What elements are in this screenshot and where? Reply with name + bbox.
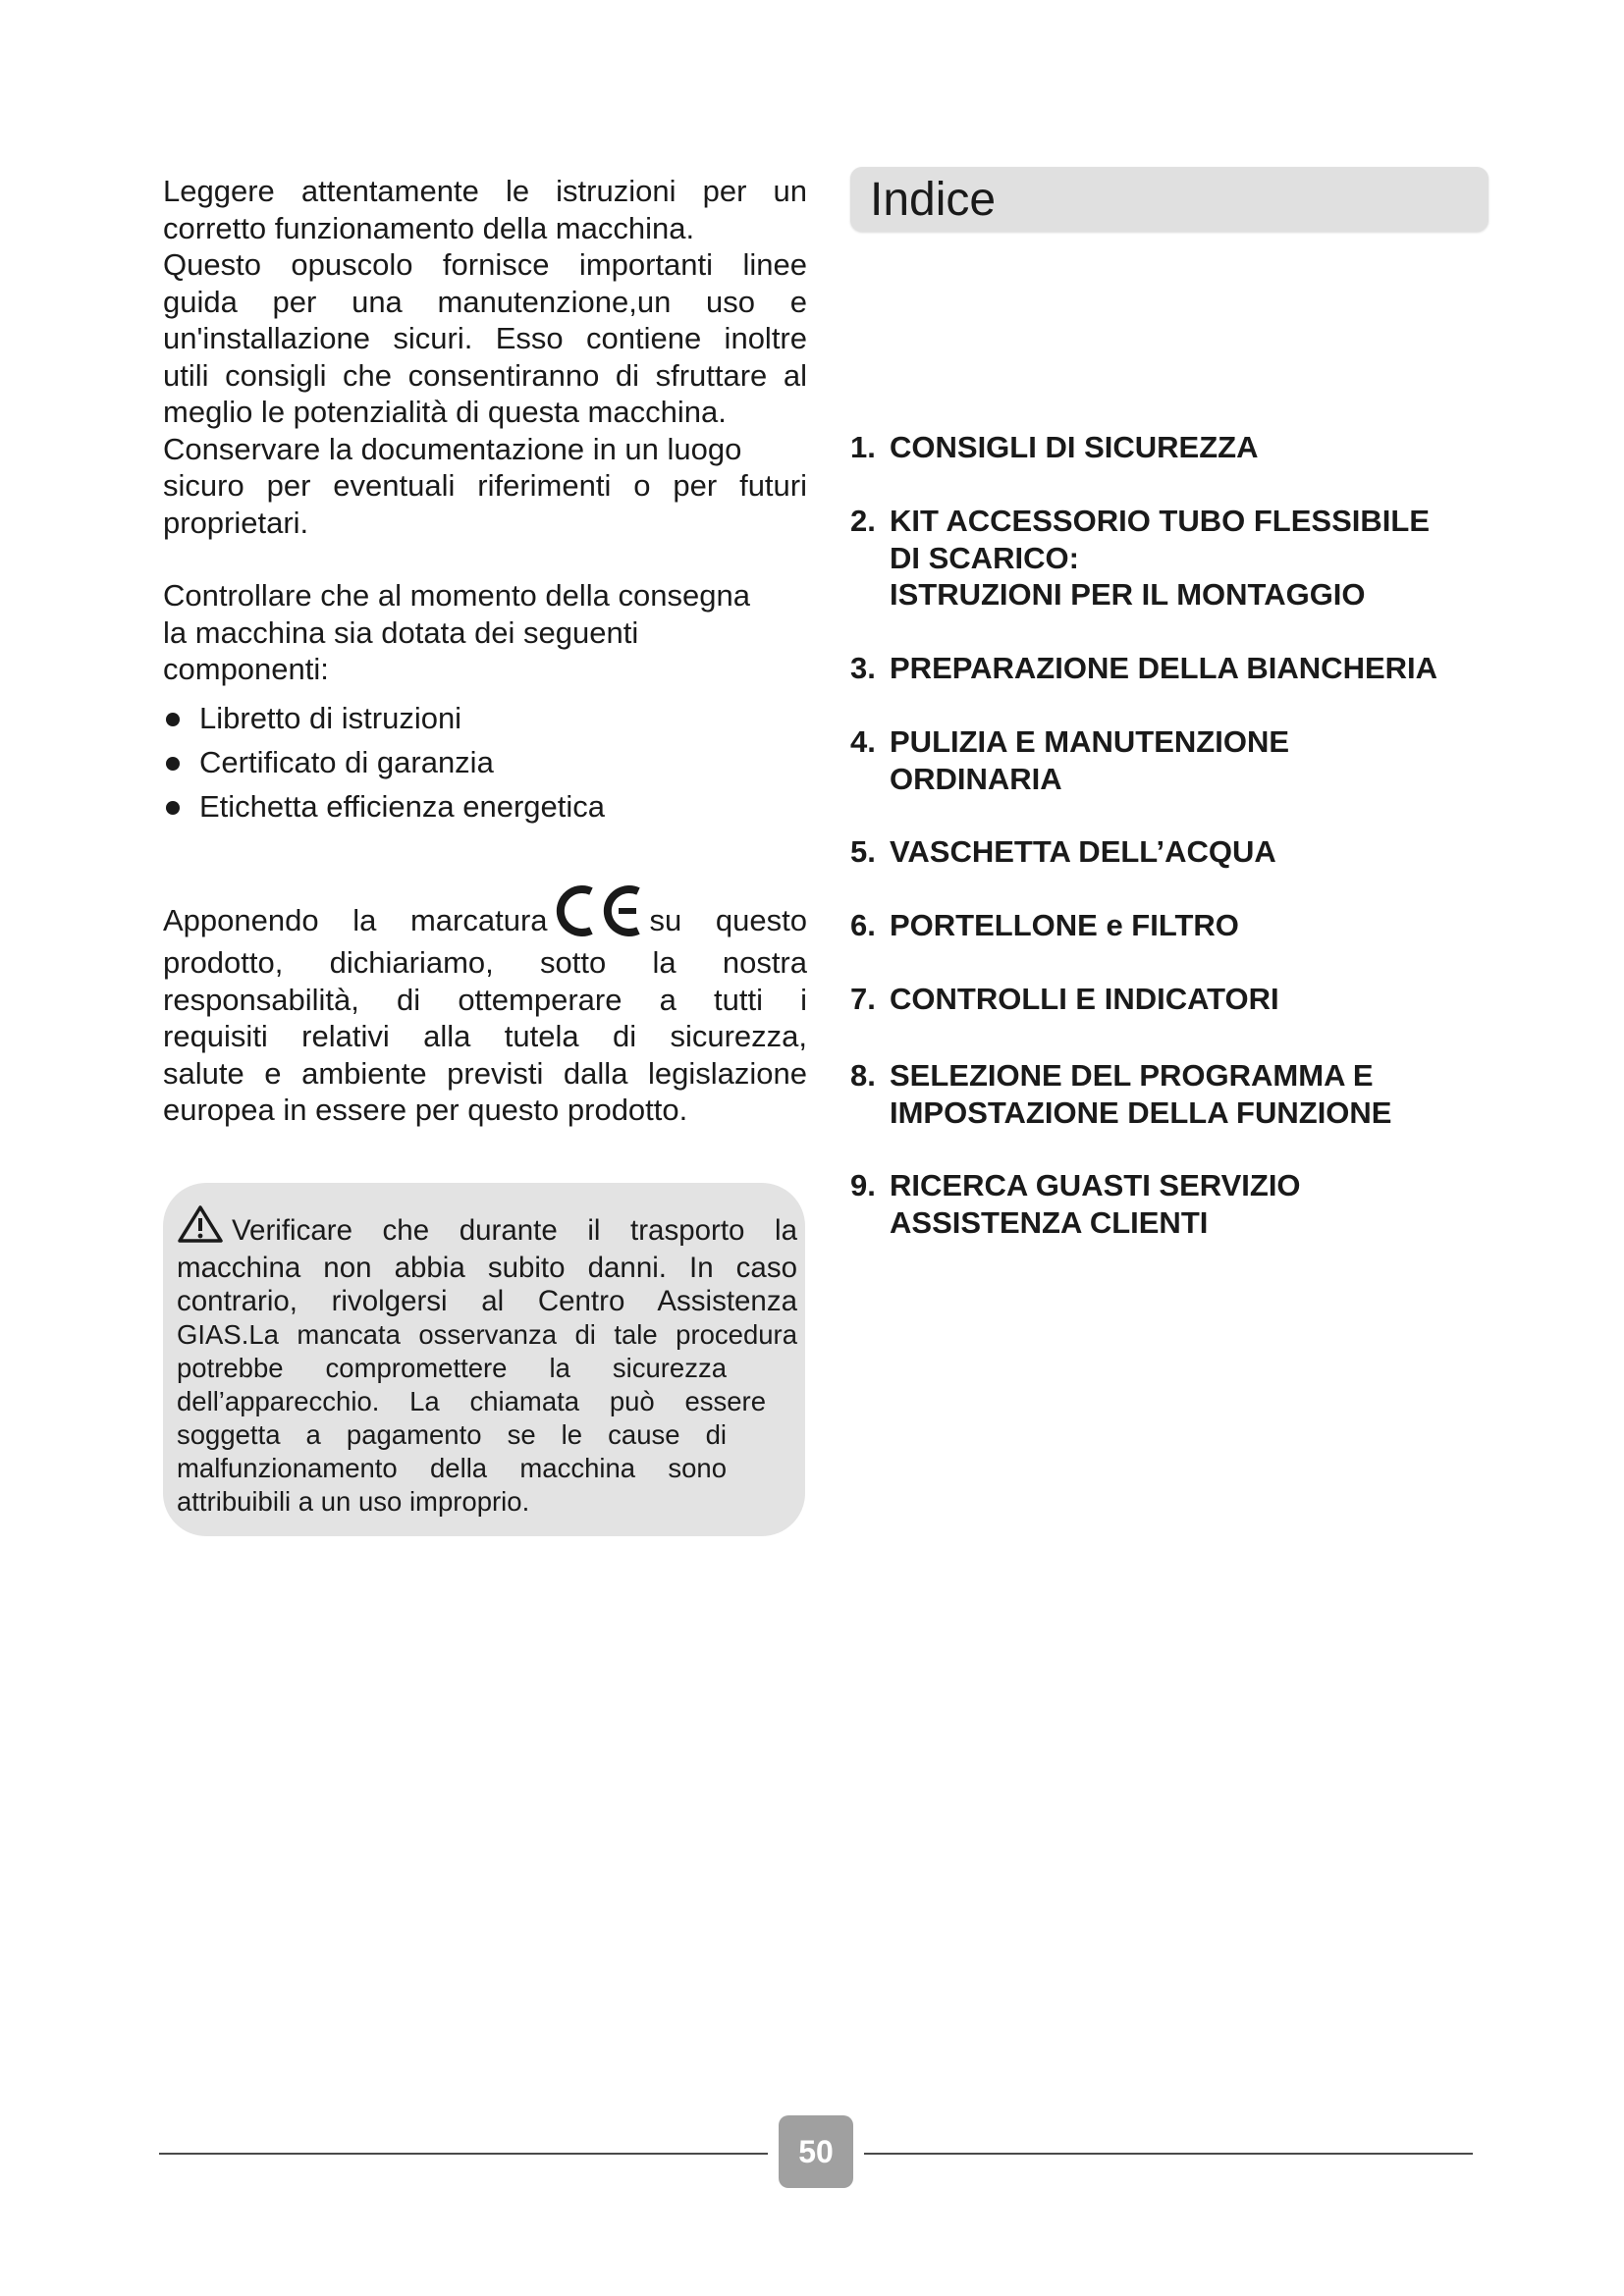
intro-paragraph xyxy=(163,173,807,541)
warning-line: dell’apparecchio. La chiamata può essere xyxy=(177,1386,766,1416)
index-item-number: 9. xyxy=(850,1168,876,1202)
intro-line: utili consigli che consentiranno di sfruttare al xyxy=(163,357,807,393)
delivery-line: componenti: xyxy=(163,652,329,686)
warning-line: malfunzionamento della macchina sono xyxy=(177,1453,727,1483)
index-item-title: PORTELLONE e FILTRO xyxy=(890,908,1239,942)
intro-line: guida per una manutenzione,un uso e xyxy=(163,284,807,319)
intro-line: sicuro per eventuali riferimenti o per futuri xyxy=(163,468,807,503)
bullet-icon xyxy=(166,801,180,815)
intro-line: meglio le potenzialità di questa macchina. xyxy=(163,395,727,429)
index-item-number: 8. xyxy=(850,1058,876,1093)
index-title: Indice xyxy=(870,174,997,226)
intro-line: un'installazione sicuri. Esso contiene inoltre xyxy=(163,321,807,355)
index-item[interactable] xyxy=(850,907,1489,944)
warning-line: Verificare che durante il trasporto la xyxy=(232,1214,797,1247)
warning-line: soggetta a pagamento se le cause di xyxy=(177,1419,727,1450)
warning-line: potrebbe compromettere la sicurezza xyxy=(177,1353,727,1383)
ce-paragraph xyxy=(163,885,807,1129)
components-list xyxy=(163,696,807,828)
index-item-title: VASCHETTA DELL’ACQUA xyxy=(890,834,1276,869)
left-column xyxy=(163,173,807,1129)
warning-line: macchina non abbia subito danni. In caso xyxy=(177,1252,797,1284)
ce-line: prodotto, dichiariamo, sotto la nostra xyxy=(163,945,807,980)
page-number-badge: 50 xyxy=(779,2115,853,2188)
index-item-title: CONTROLLI E INDICATORI xyxy=(890,982,1279,1016)
ce-line: europea in essere per questo prodotto. xyxy=(163,1093,688,1127)
index-item-title: SELEZIONE DEL PROGRAMMA E IMPOSTAZIONE DELLA FUNZIONE xyxy=(890,1058,1392,1130)
index-item-number: 5. xyxy=(850,834,876,869)
index-item-number: 1. xyxy=(850,430,876,464)
index-item[interactable] xyxy=(850,503,1489,614)
index-item-title: RICERCA GUASTI SERVIZIO ASSISTENZA CLIENTI xyxy=(890,1168,1301,1240)
component-label: Libretto di istruzioni xyxy=(199,700,462,735)
index-item-number: 6. xyxy=(850,908,876,942)
warning-box xyxy=(163,1183,805,1536)
ce-line: salute e ambiente previsti dalla legislazione xyxy=(163,1055,807,1091)
delivery-line: Controllare che al momento della consegna xyxy=(163,578,750,613)
index-item-number: 2. xyxy=(850,504,876,538)
index-item[interactable] xyxy=(850,981,1489,1018)
intro-line: Questo opuscolo fornisce importanti linee xyxy=(163,247,807,282)
ce-text-after: su questo xyxy=(649,902,807,937)
warning-line: attribuibili a un uso improprio. xyxy=(177,1486,530,1517)
list-item xyxy=(163,696,807,740)
index-item-title: PREPARAZIONE DELLA BIANCHERIA xyxy=(890,651,1438,685)
index-item[interactable] xyxy=(850,650,1489,687)
index-column xyxy=(850,167,1489,1240)
ce-line: responsabilità, di ottemperare a tutti i xyxy=(163,982,807,1017)
index-item-number: 3. xyxy=(850,651,876,685)
intro-line: Leggere attentamente le istruzioni per un xyxy=(163,174,807,208)
intro-line: Conservare la documentazione in un luogo xyxy=(163,431,742,466)
warning-text xyxy=(177,1204,797,1519)
footer-rule-left xyxy=(159,2153,768,2155)
intro-line: proprietari. xyxy=(163,505,309,540)
index-item[interactable] xyxy=(850,1167,1489,1241)
ce-text-before: Apponendo la marcatura xyxy=(163,902,548,937)
delivery-paragraph xyxy=(163,577,807,688)
list-item xyxy=(163,740,807,784)
warning-line: GIAS.La mancata osservanza di tale procedura xyxy=(177,1319,797,1350)
warning-triangle-icon xyxy=(177,1204,224,1252)
bullet-icon xyxy=(166,757,180,771)
index-item-number: 7. xyxy=(850,982,876,1016)
warning-first-line xyxy=(177,1204,797,1252)
bullet-icon xyxy=(166,713,180,726)
index-item[interactable] xyxy=(850,723,1489,797)
list-item xyxy=(163,784,807,828)
index-item-title: PULIZIA E MANUTENZIONE ORDINARIA xyxy=(890,724,1290,796)
index-item-title: CONSIGLI DI SICUREZZA xyxy=(890,430,1259,464)
footer-rule-right xyxy=(864,2153,1473,2155)
ce-line: requisiti relativi alla tutela di sicurezza, xyxy=(163,1019,807,1053)
index-item-title: KIT ACCESSORIO TUBO FLESSIBILE DI SCARICO: ISTRUZIONI PER IL MONTAGGIO xyxy=(890,504,1430,612)
component-label: Certificato di garanzia xyxy=(199,744,494,779)
index-item[interactable] xyxy=(850,833,1489,871)
index-item[interactable] xyxy=(850,1057,1489,1131)
ce-mark-icon xyxy=(556,885,642,945)
warning-line: contrario, rivolgersi al Centro Assistenza xyxy=(177,1285,797,1317)
index-item[interactable] xyxy=(850,429,1489,466)
delivery-line: la macchina sia dotata dei seguenti xyxy=(163,614,639,650)
index-item-number: 4. xyxy=(850,724,876,759)
component-label: Etichetta efficienza energetica xyxy=(199,788,606,824)
ce-first-line xyxy=(163,885,807,945)
intro-line: corretto funzionamento della macchina. xyxy=(163,210,695,245)
